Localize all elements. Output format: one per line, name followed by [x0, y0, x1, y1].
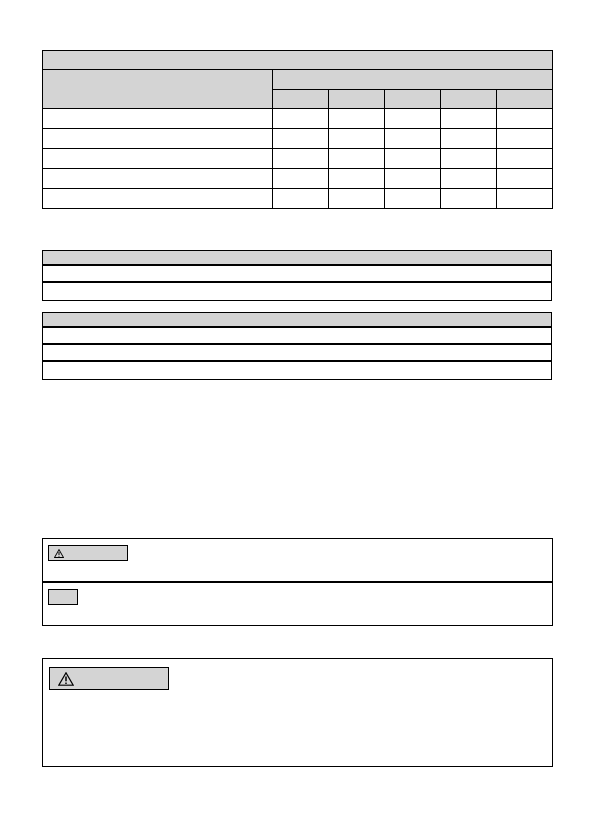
- warning-box: [42, 658, 553, 767]
- table-cell: [329, 189, 385, 209]
- row-label: [43, 189, 273, 209]
- row-label: [43, 169, 273, 189]
- warning-badge: [49, 667, 169, 690]
- table-cell: [385, 169, 441, 189]
- table-row: [43, 362, 551, 379]
- note-badge: [48, 589, 78, 605]
- caution-text: [135, 547, 544, 577]
- table-cell: [385, 149, 441, 169]
- table-cell: [273, 109, 329, 129]
- table-cell: [329, 109, 385, 129]
- table-row: [43, 266, 551, 283]
- spec-sub-header: [497, 90, 553, 109]
- table-row: [43, 129, 553, 149]
- table-cell: [273, 129, 329, 149]
- spec-table-row-header: [43, 70, 273, 109]
- table-cell: [273, 149, 329, 169]
- table-cell: [273, 189, 329, 209]
- table-cell: [441, 189, 497, 209]
- table-cell: [329, 129, 385, 149]
- table-row: [43, 169, 553, 189]
- table-row: [43, 109, 553, 129]
- table-row: [43, 328, 551, 345]
- table-cell: [385, 109, 441, 129]
- warning-triangle-icon: [58, 672, 74, 686]
- row-label: [43, 109, 273, 129]
- table-cell: [441, 149, 497, 169]
- table-cell: [441, 169, 497, 189]
- spec-table: [42, 50, 553, 209]
- row-label: [43, 149, 273, 169]
- table-cell: [385, 129, 441, 149]
- warning-text: [51, 699, 544, 759]
- table-cell: [497, 149, 553, 169]
- spec-sub-header: [273, 90, 329, 109]
- spec-sub-header: [385, 90, 441, 109]
- table-cell: [385, 189, 441, 209]
- table-cell: [441, 129, 497, 149]
- table-cell: [329, 169, 385, 189]
- spec-table-group-header: [273, 70, 553, 90]
- table-cell: [273, 169, 329, 189]
- table-row: [43, 149, 553, 169]
- table-cell: [441, 109, 497, 129]
- table-row: [43, 189, 553, 209]
- table-cell: [497, 189, 553, 209]
- note-text: [85, 591, 544, 621]
- table-b-header: [43, 313, 551, 328]
- table-cell: [329, 149, 385, 169]
- caution-note-box: [42, 538, 553, 626]
- warning-triangle-icon: [54, 549, 64, 558]
- table-a: [42, 250, 552, 301]
- table-row: [43, 345, 551, 362]
- spec-sub-header: [329, 90, 385, 109]
- spec-table-title: [43, 51, 553, 70]
- table-a-header: [43, 251, 551, 266]
- box-divider: [43, 581, 552, 583]
- table-row: [43, 283, 551, 300]
- table-cell: [497, 129, 553, 149]
- spec-sub-header: [441, 90, 497, 109]
- table-cell: [497, 169, 553, 189]
- caution-badge: [48, 545, 128, 561]
- table-cell: [497, 109, 553, 129]
- table-b: [42, 312, 552, 380]
- row-label: [43, 129, 273, 149]
